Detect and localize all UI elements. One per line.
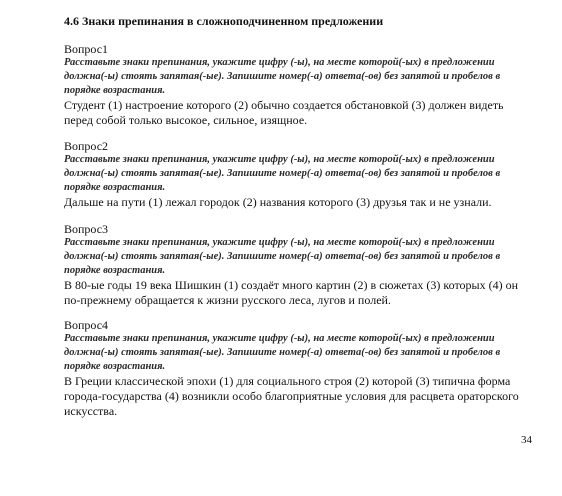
question-title: Вопрос2 (64, 139, 109, 153)
question-block (64, 222, 534, 308)
question-instruction: Расставьте знаки препинания, укажите цифру (-ы), на месте которой(-ых) в предложении должна(-ы) стоять запятая(-ые). Запишите номер(-а) ответа(-ов) без запятой и пробелов в порядке возрастания. (64, 237, 501, 276)
question-title: Вопрос3 (64, 222, 109, 236)
page-number: 34 (521, 434, 532, 446)
question-block (64, 42, 534, 128)
question-block (64, 139, 534, 210)
question-instruction: Расставьте знаки препинания, укажите цифру (-ы), на месте которой(-ых) в предложении должна(-ы) стоять запятая(-ые). Запишите номер(-а) ответа(-ов) без запятой и пробелов в порядке возрастания. (64, 154, 501, 193)
question-instruction: Расставьте знаки препинания, укажите цифру (-ы), на месте которой(-ых) в предложении должна(-ы) стоять запятая(-ые). Запишите номер(-а) ответа(-ов) без запятой и пробелов в порядке возрастания. (64, 333, 501, 372)
question-sentence: Дальше на пути (1) лежал городок (2) названия которого (3) друзья так и не узнали. (64, 195, 492, 209)
question-instruction: Расставьте знаки препинания, укажите цифру (-ы), на месте которой(-ых) в предложении должна(-ы) стоять запятая(-ые). Запишите номер(-а) ответа(-ов) без запятой и пробелов в порядке возрастания. (64, 57, 501, 96)
question-sentence: В Греции классической эпохи (1) для социального строя (2) которой (3) типична форма города-государства (4) возникли особо благоприятные условия для расцвета ораторского искусства. (64, 374, 519, 418)
question-sentence: В 80-ые годы 19 века Шишкин (1) создаёт много картин (2) в сюжетах (3) которых (4) он по-прежнему обращается к жизни русского леса, лугов и полей. (64, 278, 519, 307)
question-title: Вопрос4 (64, 318, 109, 332)
section-heading: 4.6 Знаки препинания в сложноподчиненном предложении (64, 14, 384, 28)
question-block (64, 318, 534, 419)
question-title: Вопрос1 (64, 42, 109, 56)
question-sentence: Студент (1) настроение которого (2) обычно создается обстановкой (3) должен видеть перед собой только высокое, сильное, изящное. (64, 98, 504, 127)
